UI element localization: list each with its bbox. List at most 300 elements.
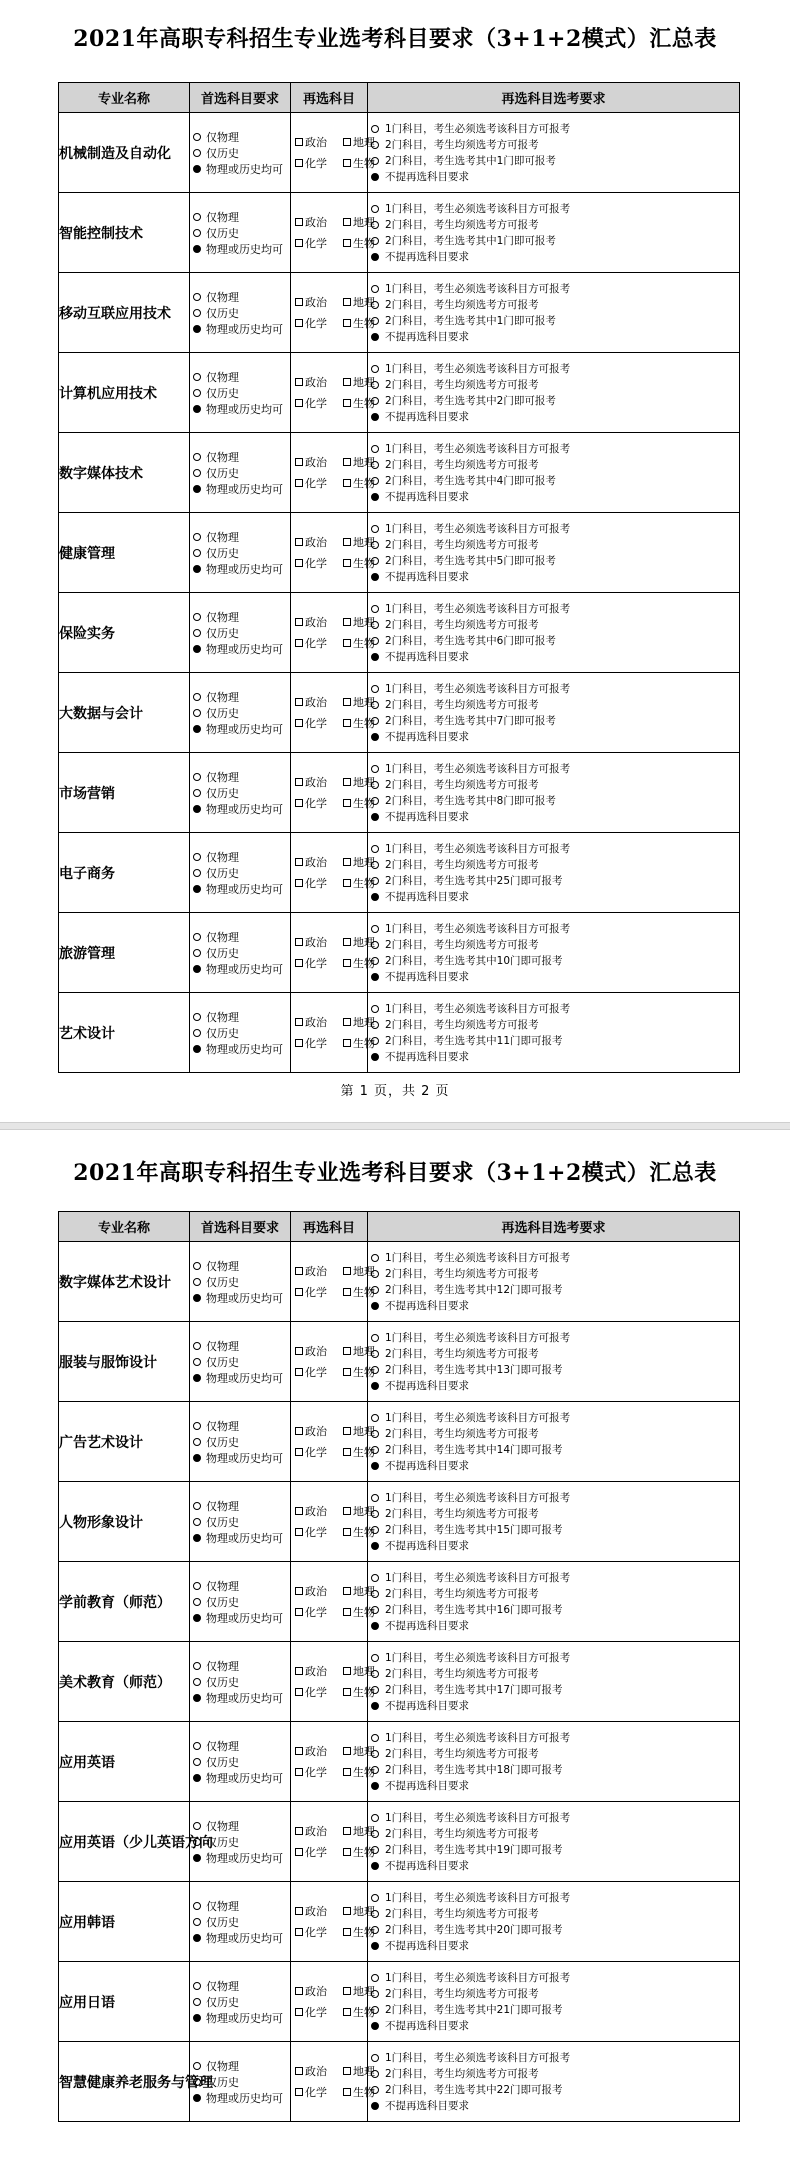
requirement-option [368, 1490, 739, 1506]
requirement-options [368, 1722, 740, 1802]
primary-option [190, 1658, 290, 1674]
radio-empty-icon [371, 125, 379, 133]
requirement-label: 不提再选科目要求 [385, 971, 469, 983]
subject-checkbox-grid [291, 134, 375, 171]
requirement-option [368, 1602, 739, 1618]
checkbox-empty-icon [295, 639, 303, 647]
checkbox-empty-icon [295, 1928, 303, 1936]
requirement-label: 1门科目，考生必须选考该科目方可报考 [385, 1412, 571, 1424]
subject-checkbox [295, 774, 343, 790]
checkbox-empty-icon [295, 1688, 303, 1696]
primary-options [190, 1402, 291, 1482]
radio-empty-icon [371, 2086, 379, 2094]
primary-option [190, 129, 290, 145]
primary-option [190, 1338, 290, 1354]
requirement-options [368, 1802, 740, 1882]
requirement-label: 1门科目，考生必须选考该科目方可报考 [385, 523, 571, 535]
primary-option-label: 仅物理 [206, 370, 239, 384]
radio-empty-icon [193, 853, 201, 861]
subject-label: 化学 [305, 717, 327, 730]
requirement-options [368, 433, 740, 513]
primary-options [190, 273, 291, 353]
requirement-option [368, 441, 739, 457]
subject-checkbox-grid [291, 1423, 375, 1460]
requirement-label: 2门科目，考生均须选考方可报考 [385, 699, 539, 711]
header-requirement: 再选科目选考要求 [368, 83, 740, 113]
radio-empty-icon [371, 1526, 379, 1534]
table-row [59, 753, 740, 833]
radio-filled-icon [193, 725, 201, 733]
primary-option-label: 仅历史 [206, 1435, 239, 1449]
radio-empty-icon [371, 1037, 379, 1045]
primary-option-label: 仅物理 [206, 1739, 239, 1753]
radio-filled-icon [371, 2022, 379, 2030]
radio-filled-icon [371, 1302, 379, 1310]
checkbox-empty-icon [295, 1267, 303, 1275]
subject-checkbox-grid [291, 1343, 375, 1380]
radio-filled-icon [371, 1622, 379, 1630]
requirement-option [368, 1049, 739, 1065]
header-major: 专业名称 [59, 83, 190, 113]
major-name: 应用英语 [59, 1722, 190, 1802]
checkbox-empty-icon [343, 538, 351, 546]
requirement-label: 1门科目，考生必须选考该科目方可报考 [385, 363, 571, 375]
primary-option [190, 1434, 290, 1450]
checkbox-empty-icon [343, 458, 351, 466]
checkbox-empty-icon [295, 479, 303, 487]
primary-option [190, 1354, 290, 1370]
primary-option-label: 仅历史 [206, 1755, 239, 1769]
major-name: 美术教育（师范） [59, 1642, 190, 1722]
major-name: 数字媒体艺术设计 [59, 1242, 190, 1322]
requirement-option [368, 1442, 739, 1458]
major-name: 广告艺术设计 [59, 1402, 190, 1482]
primary-option [190, 961, 290, 977]
radio-empty-icon [193, 1678, 201, 1686]
primary-option-label: 物理或历史均可 [206, 722, 283, 736]
checkbox-empty-icon [295, 938, 303, 946]
radio-filled-icon [193, 1534, 201, 1542]
radio-filled-icon [193, 1694, 201, 1702]
requirement-label: 2门科目，考生均须选考方可报考 [385, 1668, 539, 1680]
table-row [59, 1482, 740, 1562]
checkbox-empty-icon [343, 1608, 351, 1616]
requirement-option [368, 1570, 739, 1586]
primary-option [190, 1450, 290, 1466]
subject-checkbox [295, 1343, 343, 1359]
radio-filled-icon [193, 165, 201, 173]
primary-option [190, 2058, 290, 2074]
subject-checkbox-grid [291, 854, 375, 891]
table-row [59, 833, 740, 913]
subject-checkbox [295, 1663, 343, 1679]
major-name: 艺术设计 [59, 993, 190, 1073]
radio-filled-icon [371, 573, 379, 581]
secondary-subjects [291, 1322, 375, 1402]
subject-label: 生物 [353, 637, 375, 650]
primary-option-label: 物理或历史均可 [206, 2091, 283, 2105]
checkbox-empty-icon [343, 1827, 351, 1835]
subject-label: 政治 [305, 1016, 327, 1029]
radio-empty-icon [193, 1598, 201, 1606]
primary-options [190, 833, 291, 913]
radio-empty-icon [371, 637, 379, 645]
subject-label: 政治 [305, 1985, 327, 1998]
primary-option [190, 305, 290, 321]
radio-empty-icon [193, 629, 201, 637]
primary-option [190, 1754, 290, 1770]
radio-empty-icon [371, 365, 379, 373]
requirement-option [368, 1746, 739, 1762]
requirement-label: 1门科目，考生必须选考该科目方可报考 [385, 2052, 571, 2064]
radio-empty-icon [193, 1742, 201, 1750]
primary-option-label: 仅物理 [206, 1979, 239, 1993]
checkbox-empty-icon [343, 698, 351, 706]
radio-filled-icon [371, 733, 379, 741]
radio-empty-icon [193, 693, 201, 701]
radio-filled-icon [371, 1382, 379, 1390]
primary-options [190, 1642, 291, 1722]
radio-filled-icon [371, 1702, 379, 1710]
primary-option-label: 物理或历史均可 [206, 1611, 283, 1625]
primary-option [190, 145, 290, 161]
subject-label: 地理 [353, 136, 375, 149]
checkbox-empty-icon [295, 1368, 303, 1376]
requirement-option [368, 1250, 739, 1266]
page-number: 第 1 页，共 2 页 [340, 1084, 450, 1099]
subject-label: 政治 [305, 536, 327, 549]
checkbox-empty-icon [295, 378, 303, 386]
primary-option [190, 1290, 290, 1306]
checkbox-empty-icon [295, 159, 303, 167]
requirement-label: 2门科目，考生选考其中25门即可报考 [385, 875, 563, 887]
subject-checkbox [295, 1423, 343, 1439]
primary-options [190, 433, 291, 513]
secondary-subjects [291, 753, 375, 833]
requirement-label: 不提再选科目要求 [385, 2020, 469, 2032]
checkbox-empty-icon [343, 1768, 351, 1776]
radio-empty-icon [371, 141, 379, 149]
primary-option-label: 物理或历史均可 [206, 1771, 283, 1785]
requirement-option [368, 713, 739, 729]
radio-empty-icon [371, 397, 379, 405]
requirement-label: 不提再选科目要求 [385, 2100, 469, 2112]
requirement-label: 不提再选科目要求 [385, 1780, 469, 1792]
checkbox-empty-icon [295, 2008, 303, 2016]
major-name: 应用英语（少儿英语方向 [59, 1802, 190, 1882]
checkbox-empty-icon [295, 319, 303, 327]
subject-label: 生物 [353, 1686, 375, 1699]
radio-empty-icon [371, 157, 379, 165]
primary-option [190, 1930, 290, 1946]
radio-empty-icon [371, 1926, 379, 1934]
subject-label: 地理 [353, 1745, 375, 1758]
checkbox-empty-icon [343, 239, 351, 247]
radio-empty-icon [371, 1430, 379, 1438]
requirement-option [368, 809, 739, 825]
radio-filled-icon [371, 1782, 379, 1790]
requirement-option [368, 1762, 739, 1778]
requirement-option [368, 1282, 739, 1298]
radio-filled-icon [371, 253, 379, 261]
checkbox-empty-icon [343, 1507, 351, 1515]
checkbox-empty-icon [295, 879, 303, 887]
requirement-label: 不提再选科目要求 [385, 1380, 469, 1392]
primary-option-label: 仅历史 [206, 2075, 239, 2089]
radio-empty-icon [371, 765, 379, 773]
radio-empty-icon [371, 525, 379, 533]
requirements-table [58, 1211, 740, 2122]
checkbox-empty-icon [343, 319, 351, 327]
requirement-option [368, 1682, 739, 1698]
primary-option [190, 2090, 290, 2106]
radio-empty-icon [371, 381, 379, 389]
subject-checkbox [295, 1983, 343, 1999]
header-primary: 首选科目要求 [190, 1212, 291, 1242]
primary-option-label: 仅物理 [206, 130, 239, 144]
requirement-option [368, 1538, 739, 1554]
secondary-subjects [291, 1562, 375, 1642]
requirement-label: 1门科目，考生必须选考该科目方可报考 [385, 1252, 571, 1264]
subject-checkbox [295, 1035, 343, 1051]
table-row [59, 433, 740, 513]
subject-label: 生物 [353, 1846, 375, 1859]
radio-empty-icon [371, 1446, 379, 1454]
primary-option-label: 仅物理 [206, 1010, 239, 1024]
table-row [59, 2042, 740, 2122]
primary-options [190, 593, 291, 673]
radio-empty-icon [371, 877, 379, 885]
requirement-label: 2门科目，考生均须选考方可报考 [385, 779, 539, 791]
radio-filled-icon [193, 405, 201, 413]
requirement-label: 1门科目，考生必须选考该科目方可报考 [385, 923, 571, 935]
requirement-option [368, 137, 739, 153]
subject-checkbox [295, 1924, 343, 1940]
requirement-label: 不提再选科目要求 [385, 1460, 469, 1472]
secondary-subjects [291, 273, 375, 353]
radio-empty-icon [193, 1438, 201, 1446]
requirement-label: 2门科目，考生均须选考方可报考 [385, 1348, 539, 1360]
radio-filled-icon [371, 653, 379, 661]
checkbox-empty-icon [343, 858, 351, 866]
requirement-label: 不提再选科目要求 [385, 1860, 469, 1872]
subject-checkbox [295, 1844, 343, 1860]
requirement-label: 2门科目，考生均须选考方可报考 [385, 1508, 539, 1520]
radio-empty-icon [193, 1502, 201, 1510]
subject-checkbox [295, 2063, 343, 2079]
radio-empty-icon [371, 701, 379, 709]
requirement-option [368, 2098, 739, 2114]
requirement-label: 不提再选科目要求 [385, 1620, 469, 1632]
radio-filled-icon [371, 173, 379, 181]
primary-option [190, 385, 290, 401]
radio-empty-icon [371, 605, 379, 613]
requirement-label: 2门科目，考生均须选考方可报考 [385, 1588, 539, 1600]
subject-checkbox [295, 1364, 343, 1380]
primary-option [190, 465, 290, 481]
subject-checkbox-grid [291, 694, 375, 731]
primary-option-label: 仅历史 [206, 146, 239, 160]
subject-checkbox [295, 1263, 343, 1279]
checkbox-empty-icon [343, 1288, 351, 1296]
requirement-option [368, 201, 739, 217]
subject-label: 化学 [305, 877, 327, 890]
requirement-label: 2门科目，考生选考其中21门即可报考 [385, 2004, 563, 2016]
requirement-option [368, 473, 739, 489]
requirement-label: 不提再选科目要求 [385, 251, 469, 263]
major-name: 应用韩语 [59, 1882, 190, 1962]
requirement-options [368, 2042, 740, 2122]
requirement-label: 不提再选科目要求 [385, 731, 469, 743]
requirement-option [368, 729, 739, 745]
subject-label: 地理 [353, 456, 375, 469]
primary-option [190, 481, 290, 497]
primary-options [190, 993, 291, 1073]
radio-empty-icon [193, 1013, 201, 1021]
checkbox-empty-icon [295, 239, 303, 247]
radio-empty-icon [193, 229, 201, 237]
subject-checkbox [295, 694, 343, 710]
table-row [59, 273, 740, 353]
subject-checkbox-grid [291, 934, 375, 971]
radio-filled-icon [193, 325, 201, 333]
primary-option [190, 689, 290, 705]
subject-checkbox [295, 1903, 343, 1919]
primary-options [190, 913, 291, 993]
radio-filled-icon [371, 1053, 379, 1061]
radio-empty-icon [193, 1582, 201, 1590]
subject-label: 政治 [305, 1905, 327, 1918]
requirement-label: 1门科目，考生必须选考该科目方可报考 [385, 1812, 571, 1824]
primary-option [190, 1914, 290, 1930]
subject-label: 化学 [305, 317, 327, 330]
checkbox-empty-icon [343, 159, 351, 167]
requirement-option [368, 873, 739, 889]
subject-label: 化学 [305, 237, 327, 250]
subject-label: 地理 [353, 936, 375, 949]
checkbox-empty-icon [295, 458, 303, 466]
primary-option-label: 仅历史 [206, 1915, 239, 1929]
subject-label: 生物 [353, 1037, 375, 1050]
primary-option [190, 545, 290, 561]
primary-option [190, 369, 290, 385]
requirement-label: 2门科目，考生均须选考方可报考 [385, 1828, 539, 1840]
secondary-subjects [291, 113, 375, 193]
requirement-option [368, 2018, 739, 2034]
primary-option-label: 仅物理 [206, 210, 239, 224]
radio-empty-icon [193, 309, 201, 317]
radio-empty-icon [371, 2006, 379, 2014]
radio-empty-icon [193, 1838, 201, 1846]
requirement-label: 不提再选科目要求 [385, 571, 469, 583]
requirement-label: 2门科目，考生选考其中1门即可报考 [385, 155, 556, 167]
secondary-subjects [291, 1402, 375, 1482]
radio-empty-icon [193, 133, 201, 141]
major-name: 旅游管理 [59, 913, 190, 993]
subject-label: 生物 [353, 477, 375, 490]
requirement-option [368, 1586, 739, 1602]
checkbox-empty-icon [295, 1288, 303, 1296]
primary-options [190, 193, 291, 273]
major-name: 人物形象设计 [59, 1482, 190, 1562]
major-name: 智能控制技术 [59, 193, 190, 273]
checkbox-empty-icon [295, 959, 303, 967]
subject-checkbox-grid [291, 1503, 375, 1540]
requirement-options [368, 833, 740, 913]
radio-empty-icon [193, 613, 201, 621]
subject-label: 化学 [305, 2086, 327, 2099]
subject-checkbox-grid [291, 454, 375, 491]
radio-empty-icon [371, 1750, 379, 1758]
primary-option [190, 1818, 290, 1834]
table-row [59, 1322, 740, 1402]
subject-checkbox [295, 1743, 343, 1759]
primary-option-label: 物理或历史均可 [206, 1371, 283, 1385]
subject-checkbox-grid [291, 1743, 375, 1780]
major-name: 应用日语 [59, 1962, 190, 2042]
primary-option-label: 仅历史 [206, 1515, 239, 1529]
requirement-label: 2门科目，考生选考其中20门即可报考 [385, 1924, 563, 1936]
radio-empty-icon [371, 1494, 379, 1502]
checkbox-empty-icon [343, 938, 351, 946]
subject-checkbox [295, 795, 343, 811]
major-name: 大数据与会计 [59, 673, 190, 753]
radio-empty-icon [193, 789, 201, 797]
radio-empty-icon [371, 2070, 379, 2078]
requirement-option [368, 921, 739, 937]
requirement-option [368, 361, 739, 377]
primary-option [190, 1258, 290, 1274]
checkbox-empty-icon [343, 799, 351, 807]
radio-empty-icon [371, 1654, 379, 1662]
requirement-option [368, 1378, 739, 1394]
subject-label: 政治 [305, 136, 327, 149]
primary-option [190, 209, 290, 225]
primary-option [190, 1418, 290, 1434]
major-name: 保险实务 [59, 593, 190, 673]
primary-option [190, 1578, 290, 1594]
primary-option [190, 1994, 290, 2010]
radio-filled-icon [371, 893, 379, 901]
subject-label: 政治 [305, 1505, 327, 1518]
requirement-option [368, 1730, 739, 1746]
requirement-options [368, 1562, 740, 1642]
page-separator [0, 1122, 790, 1130]
major-name: 移动互联应用技术 [59, 273, 190, 353]
primary-option [190, 1514, 290, 1530]
subject-checkbox-grid [291, 1014, 375, 1051]
requirement-option [368, 857, 739, 873]
secondary-subjects [291, 513, 375, 593]
radio-empty-icon [371, 1686, 379, 1694]
primary-options [190, 1882, 291, 1962]
requirement-option [368, 457, 739, 473]
requirement-option [368, 681, 739, 697]
requirement-option [368, 793, 739, 809]
radio-filled-icon [371, 1862, 379, 1870]
primary-option-label: 仅历史 [206, 226, 239, 240]
radio-empty-icon [193, 1662, 201, 1670]
requirement-label: 1门科目，考生必须选考该科目方可报考 [385, 1003, 571, 1015]
primary-option-label: 仅物理 [206, 290, 239, 304]
radio-empty-icon [371, 1005, 379, 1013]
subject-label: 化学 [305, 1606, 327, 1619]
radio-empty-icon [371, 1414, 379, 1422]
requirement-option [368, 649, 739, 665]
radio-empty-icon [371, 557, 379, 565]
subject-label: 生物 [353, 397, 375, 410]
primary-options [190, 1562, 291, 1642]
